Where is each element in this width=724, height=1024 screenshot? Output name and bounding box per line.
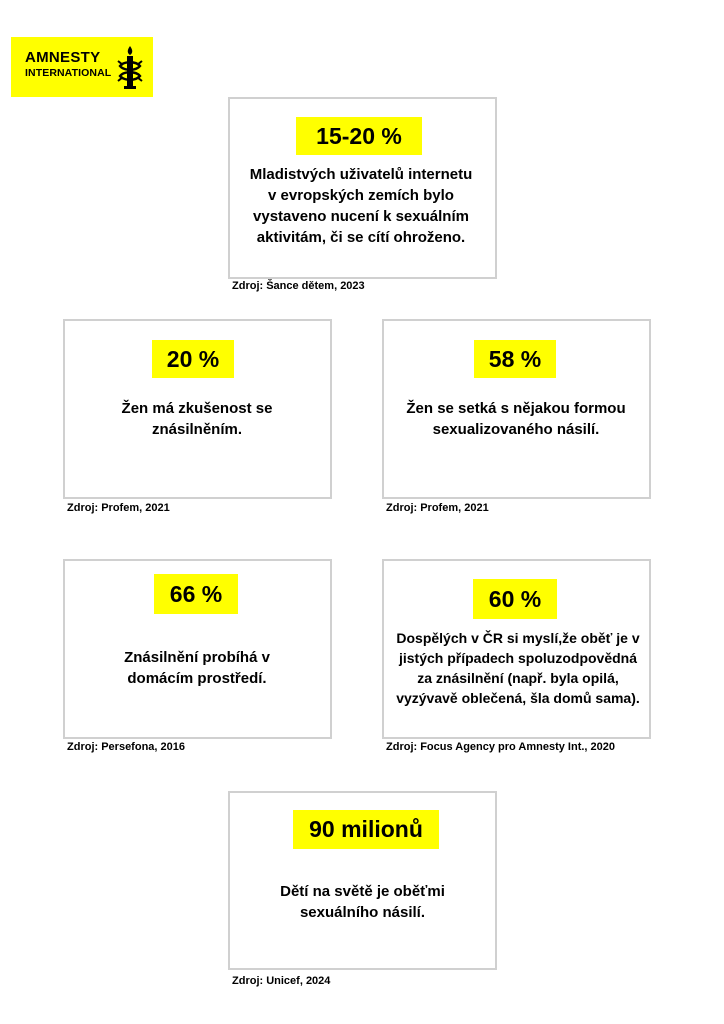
amnesty-logo	[11, 37, 153, 97]
stat-value-badge: 60 %	[473, 579, 557, 619]
stat-description: Žen se setká s nějakou formou sexualizovaného násilí.	[406, 400, 626, 438]
stat-source: Zdroj: Focus Agency pro Amnesty Int., 2020	[386, 741, 616, 753]
stat-description: Dospělých v ČR si myslí,že oběť je v jistých případech spoluzodpovědná za znásilnění (např. byla opilá, vyzývavě oblečená, šla domů sama).	[396, 630, 640, 706]
logo-wordmark	[25, 50, 111, 79]
logo-name-line1: AMNESTY	[25, 49, 101, 66]
stat-source: Zdroj: Šance dětem, 2023	[232, 280, 365, 292]
stat-value-badge: 66 %	[154, 574, 238, 614]
stat-description: Mladistvých uživatelů internetu v evropských zemích bylo vystaveno nucení k sexuálním aktivitám, či se cítí ohroženo.	[249, 166, 473, 246]
stat-value-badge: 58 %	[474, 340, 556, 378]
stat-value-badge: 15-20 %	[296, 117, 422, 155]
stat-source: Zdroj: Unicef, 2024	[232, 975, 331, 987]
stat-source: Zdroj: Profem, 2021	[67, 502, 170, 514]
stat-description: Znásilnění probíhá v domácím prostředí.	[124, 649, 270, 687]
stat-source: Zdroj: Persefona, 2016	[67, 741, 185, 753]
stat-description: Žen má zkušenost se znásilněním.	[121, 400, 273, 438]
stat-source: Zdroj: Profem, 2021	[386, 502, 489, 514]
candle-barbed-wire-icon	[114, 44, 146, 90]
stat-value-badge: 90 milionů	[293, 810, 439, 849]
stat-value-badge: 20 %	[152, 340, 234, 378]
logo-name-line2: INTERNATIONAL	[25, 67, 112, 79]
stat-description: Dětí na světě je oběťmi sexuálního násilí.	[280, 883, 445, 921]
